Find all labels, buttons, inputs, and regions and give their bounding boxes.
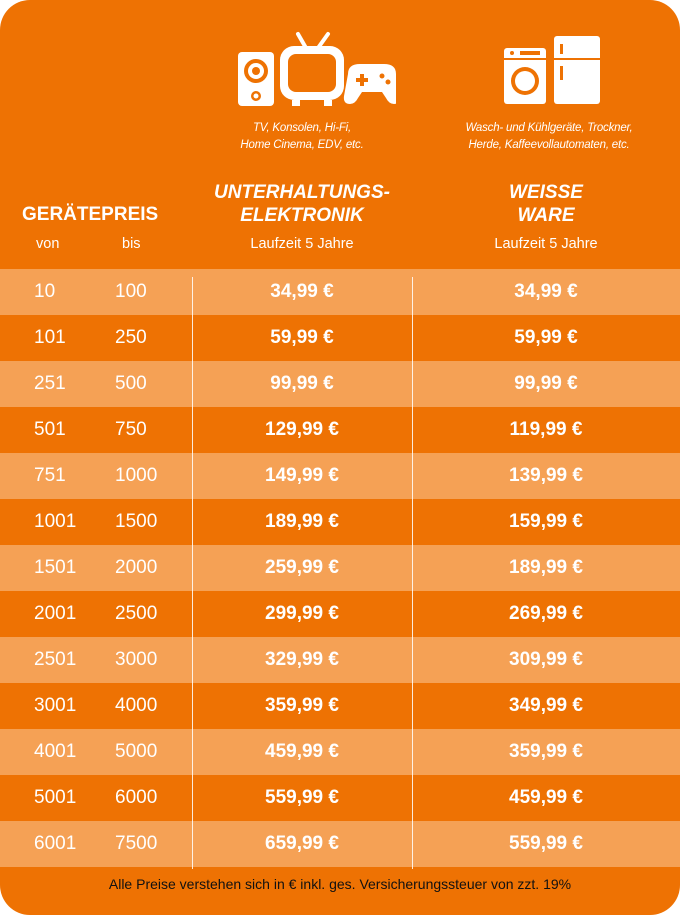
appliances-price: 349,99 € <box>509 695 583 716</box>
range-from: 2501 <box>34 649 77 670</box>
range-from: 1501 <box>34 557 77 578</box>
table-row <box>0 637 680 683</box>
appliances-title-line1: WEISSE <box>509 182 583 203</box>
appliances-description <box>412 120 680 154</box>
appliances-price: 139,99 € <box>509 465 583 486</box>
range-from: 251 <box>34 373 66 394</box>
appliances-price: 309,99 € <box>509 649 583 670</box>
appliances-term: Laufzeit 5 Jahre <box>494 236 598 252</box>
electronics-description-line2: Home Cinema, EDV, etc. <box>240 139 364 151</box>
electronics-price: 459,99 € <box>265 741 339 762</box>
appliances-price: 559,99 € <box>509 833 583 854</box>
table-row <box>0 729 680 775</box>
electronics-title-line2: ELEKTRONIK <box>240 205 364 226</box>
price-column-title: GERÄTEPREIS <box>22 204 159 225</box>
table-row <box>0 775 680 821</box>
electronics-description <box>192 120 412 154</box>
electronics-column-title <box>192 181 412 227</box>
range-to: 750 <box>115 419 147 440</box>
range-from: 10 <box>34 281 56 302</box>
appliances-price: 189,99 € <box>509 557 583 578</box>
table-row <box>0 499 680 545</box>
range-to: 4000 <box>115 695 158 716</box>
column-divider-right <box>412 277 413 869</box>
table-row <box>0 453 680 499</box>
electronics-price: 99,99 € <box>270 373 334 394</box>
electronics-title-line1: UNTERHALTUNGS- <box>214 182 390 203</box>
electronics-description-line1: TV, Konsolen, Hi-Fi, <box>252 122 352 134</box>
appliances-price: 34,99 € <box>514 281 578 302</box>
table-row <box>0 361 680 407</box>
electronics-price: 359,99 € <box>265 695 339 716</box>
to-label: bis <box>122 236 141 252</box>
electronics-price: 329,99 € <box>265 649 339 670</box>
range-to: 2500 <box>115 603 158 624</box>
range-to: 7500 <box>115 833 158 854</box>
appliances-price: 59,99 € <box>514 327 578 348</box>
table-row <box>0 545 680 591</box>
appliances-price: 459,99 € <box>509 787 583 808</box>
range-to: 3000 <box>115 649 158 670</box>
range-to: 1500 <box>115 511 158 532</box>
range-to: 2000 <box>115 557 158 578</box>
appliances-description-line1: Wasch- und Kühlgeräte, Trockner, <box>465 122 633 134</box>
table-row <box>0 591 680 637</box>
appliances-price: 119,99 € <box>509 419 583 440</box>
range-to: 5000 <box>115 741 158 762</box>
appliances-price: 159,99 € <box>509 511 583 532</box>
electronics-price: 149,99 € <box>265 465 339 486</box>
table-row <box>0 269 680 315</box>
range-to: 250 <box>115 327 147 348</box>
range-to: 6000 <box>115 787 158 808</box>
range-from: 5001 <box>34 787 77 808</box>
range-from: 3001 <box>34 695 77 716</box>
range-from: 101 <box>34 327 66 348</box>
range-to: 500 <box>115 373 147 394</box>
electronics-price: 59,99 € <box>270 327 334 348</box>
range-from: 751 <box>34 465 66 486</box>
appliances-price: 359,99 € <box>509 741 583 762</box>
footer-note: Alle Preise verstehen sich in € inkl. ges. Versicherungssteuer von zzt. 19% <box>108 876 572 892</box>
range-from: 2001 <box>34 603 77 624</box>
appliances-icon <box>502 34 602 106</box>
electronics-price: 659,99 € <box>265 833 339 854</box>
range-from: 501 <box>34 419 66 440</box>
table-row <box>0 821 680 867</box>
electronics-price: 129,99 € <box>265 419 339 440</box>
appliances-title-line2: WARE <box>517 205 575 226</box>
appliances-price: 99,99 € <box>514 373 578 394</box>
range-to: 100 <box>115 281 147 302</box>
range-from: 1001 <box>34 511 77 532</box>
appliances-column-title <box>412 181 680 227</box>
electronics-price: 189,99 € <box>265 511 339 532</box>
electronics-icon <box>236 30 396 110</box>
electronics-price: 559,99 € <box>265 787 339 808</box>
price-table <box>0 269 680 867</box>
electronics-price: 34,99 € <box>270 281 334 302</box>
appliances-price: 269,99 € <box>509 603 583 624</box>
range-from: 6001 <box>34 833 77 854</box>
table-row <box>0 407 680 453</box>
appliances-description-line2: Herde, Kaffeevollautomaten, etc. <box>468 139 630 151</box>
electronics-term: Laufzeit 5 Jahre <box>250 236 354 252</box>
electronics-price: 299,99 € <box>265 603 339 624</box>
table-row <box>0 683 680 729</box>
column-divider-left <box>192 277 193 869</box>
table-row <box>0 315 680 361</box>
electronics-price: 259,99 € <box>265 557 339 578</box>
range-to: 1000 <box>115 465 158 486</box>
range-from: 4001 <box>34 741 77 762</box>
from-label: von <box>36 236 60 252</box>
